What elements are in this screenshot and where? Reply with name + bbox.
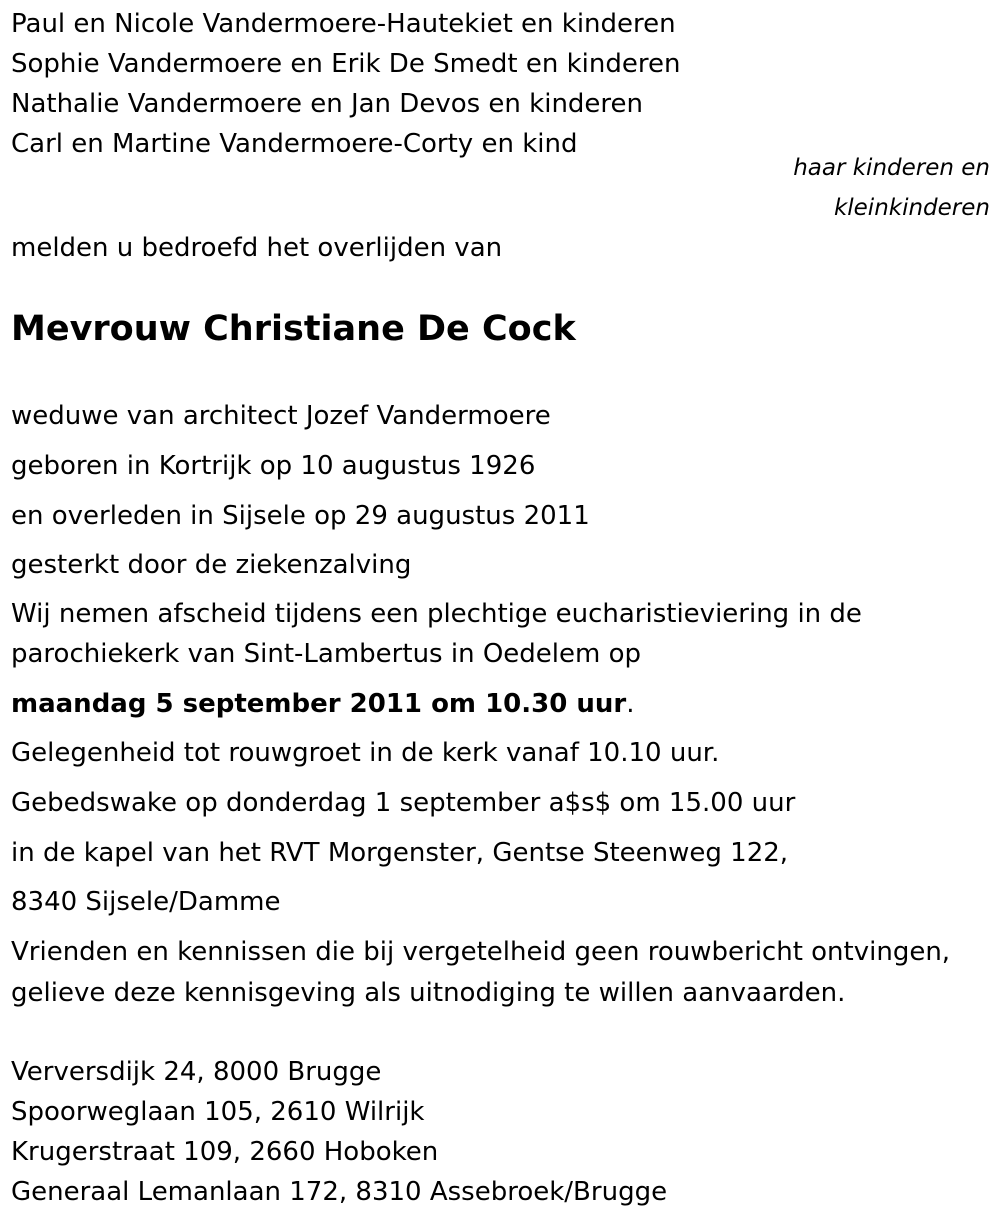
born-line: geboren in Kortrijk op 10 augustus 1926 (11, 451, 536, 481)
sacrament-line: gesterkt door de ziekenzalving (11, 550, 412, 580)
ceremony-line-2: parochiekerk van Sint-Lambertus in Oedelem op (11, 639, 642, 669)
address-4: Generaal Lemanlaan 172, 8310 Assebroek/Brugge (11, 1177, 668, 1207)
vigil-line-3: 8340 Sijsele/Damme (11, 887, 281, 917)
family-line-3: Nathalie Vandermoere en Jan Devos en kinderen (11, 89, 644, 119)
family-line-4: Carl en Martine Vandermoere-Corty en kind (11, 129, 578, 159)
widow-line: weduwe van architect Jozef Vandermoere (11, 401, 551, 431)
announcement-text: melden u bedroefd het overlijden van (11, 233, 503, 263)
ceremony-date-period: . (626, 689, 635, 719)
family-line-1: Paul en Nicole Vandermoere-Hautekiet en kinderen (11, 9, 676, 39)
address-3: Krugerstraat 109, 2660 Hoboken (11, 1137, 439, 1167)
ceremony-line-1: Wij nemen afscheid tijdens een plechtige eucharistieviering in de (11, 599, 862, 629)
family-line-2: Sophie Vandermoere en Erik De Smedt en kinderen (11, 49, 681, 79)
ceremony-date: maandag 5 september 2011 om 10.30 uur (11, 689, 627, 719)
ceremony-date-line (11, 684, 634, 724)
signature-line-1: haar kinderen en (793, 155, 990, 181)
deceased-name: Mevrouw Christiane De Cock (11, 309, 576, 349)
vigil-line-2: in de kapel van het RVT Morgenster, Gentse Steenweg 122, (11, 838, 789, 868)
signature-line-2: kleinkinderen (833, 195, 990, 221)
notice-line-2: gelieve deze kennisgeving als uitnodiging te willen aanvaarden. (11, 978, 846, 1008)
notice-line-1: Vrienden en kennissen die bij vergetelheid geen rouwbericht ontvingen, (11, 937, 951, 967)
died-line: en overleden in Sijsele op 29 augustus 2011 (11, 501, 590, 531)
address-2: Spoorweglaan 105, 2610 Wilrijk (11, 1097, 425, 1127)
address-1: Verversdijk 24, 8000 Brugge (11, 1057, 382, 1087)
vigil-line-1: Gebedswake op donderdag 1 september a$s$ om 15.00 uur (11, 788, 796, 818)
condolence-line: Gelegenheid tot rouwgroet in de kerk vanaf 10.10 uur. (11, 738, 720, 768)
